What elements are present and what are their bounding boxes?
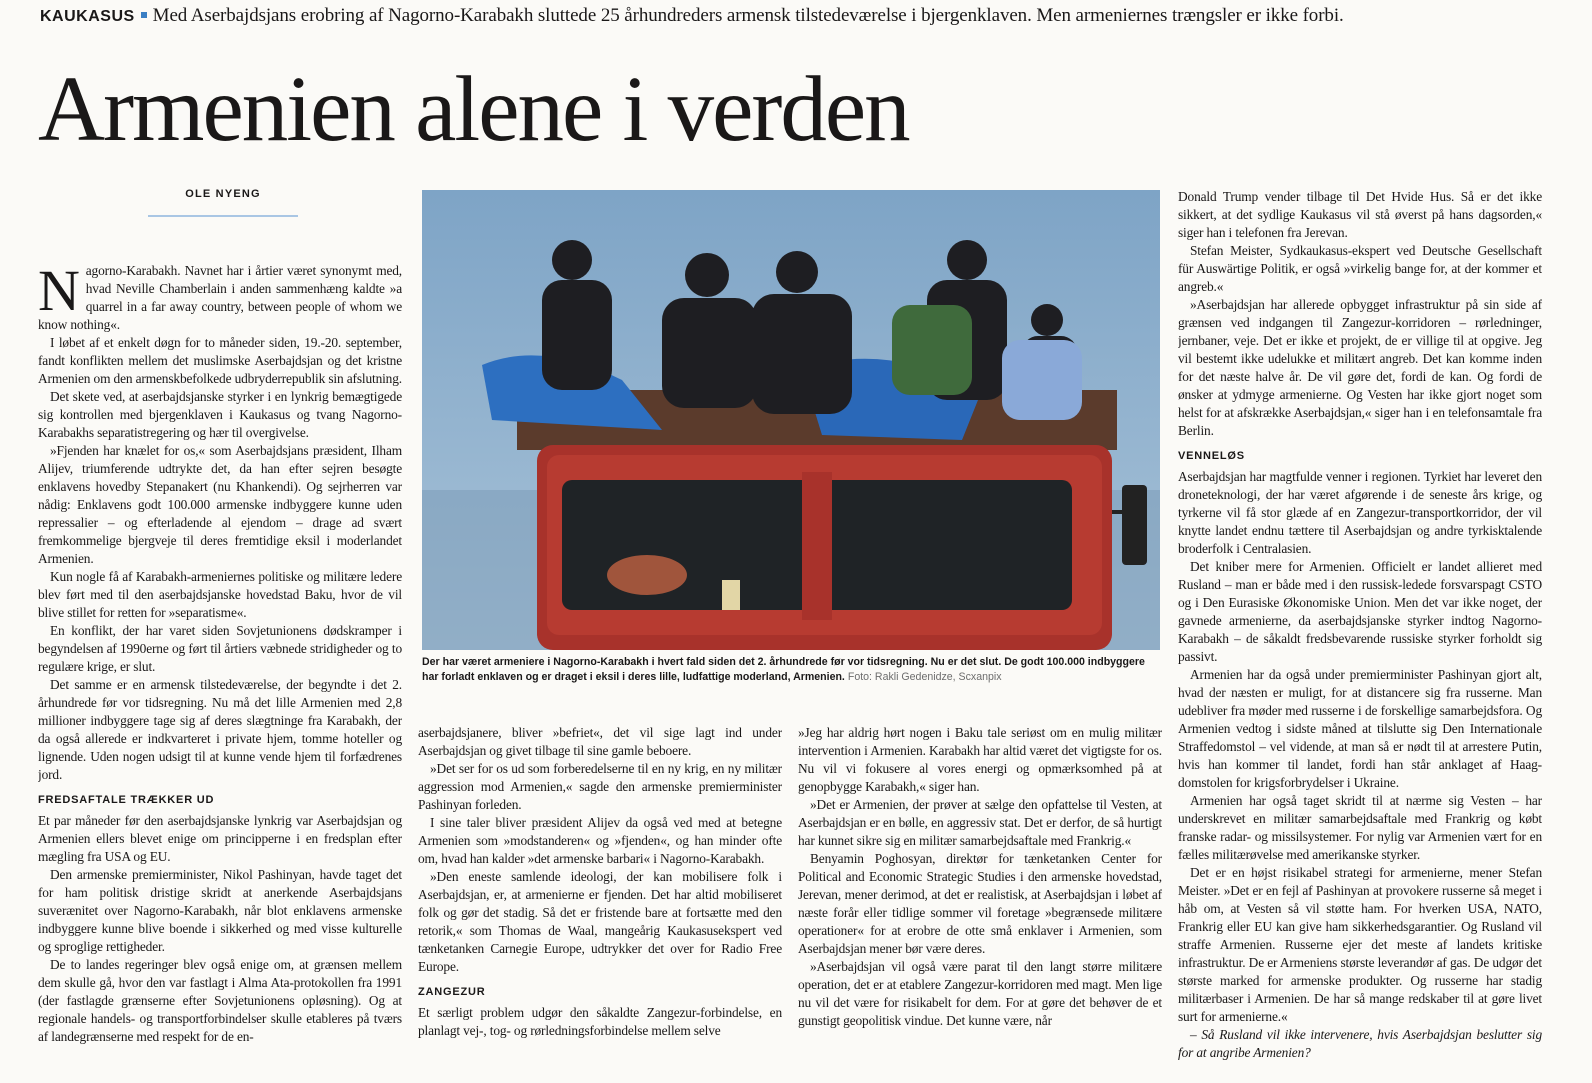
kicker-text: Med Aserbajdsjans erobring af Nagorno-Karabakh sluttede 25 århundreders armensk tilstedeværelse i bjergenklaven. Men armeniernes trængsler er ikke forbi. — [152, 5, 1344, 26]
subheading: VENNELØS — [1178, 450, 1245, 462]
paragraph: Aserbajdsjan har magtfulde venner i regionen. Tyrkiet har leveret den droneteknologi, der har været afgørende i de seneste års krige, og tyrkerne vil få stor glæde af en Zangezur-transportkorridor, der vil knytte landet endnu tættere til Aserbajdsjan og andre tyrkisktalende broderfolk i Centralasien. — [1178, 469, 1542, 556]
kicker — [40, 4, 1570, 29]
article-column-2 — [418, 724, 782, 1083]
article-photo — [422, 190, 1160, 650]
paragraph: Armenien har også taget skridt til at nærme sig Vesten – har underskrevet en militær samarbejdsaftale med Frankrig og købt franske radar- og missilsystemer. For nylig var Armenien vært for en fælles militærøvelse med amerikanske styrker. — [1178, 793, 1542, 862]
paragraph: Stefan Meister, Sydkaukasus-ekspert ved Deutsche Gesellschaft für Auswärtige Politik, er også »virkelig bange for, at der kommer et angreb.« — [1178, 243, 1542, 294]
paragraph: De to landes regeringer blev også enige om, at grænsen mellem dem skulle gå, hvor den var fastlagt i Alma Ata-protokollen fra 1991 (der fastlagde grænserne efter Sovjetunionens opløsning). Og at regionale handels- og transportforbindelser skulle etableres på tværs af landegrænserne med respekt for de en- — [38, 957, 402, 1044]
paragraph: »Fjenden har knælet for os,« som Aserbajdsjans præsident, Ilham Alijev, triumferende udtrykte det, da han efter sejren besøgte enklavens hovedby Stepanakert (nu Khankendi). Og sejrherren var nådig: Enklavens godt 100.000 armenske indbyggere kunne uden repressalier – og efterladende al ejendom – drage ad svært fremkommelige bjergveje til deres fremtidige eksil i moderlandet Armenien. — [38, 443, 402, 566]
paragraph: Donald Trump vender tilbage til Det Hvide Hus. Så er det ikke sikkert, at det sydlige Kaukasus vil stå øverst på hans dagsorden,« siger han i telefonen fra Jerevan. — [1178, 189, 1542, 240]
paragraph: I løbet af et enkelt døgn for to måneder siden, 19.-20. september, fandt konflikten mellem det muslimske Aserbajdsjan og det kristne Armenien om den armenskbefolkede udbryderrepublik sin afslutning. — [38, 335, 402, 386]
photo-caption — [422, 655, 1160, 685]
paragraph: En konflikt, der har varet siden Sovjetunionens dødskramper i begyndelsen af 1990erne og ført til årtiers væbnede stridigheder og to regulære krige, er slut. — [38, 623, 402, 674]
paragraph: »Det ser for os ud som forberedelserne til en ny krig, en ny militær aggression mod Armenien,« sagde den armenske premierminister Pashinyan forleden. — [418, 761, 782, 812]
paragraph: Det kniber mere for Armenien. Officielt er landet allieret med Rusland – man er både med i den russisk-ledede forsvarspagt CSTO og i Den Eurasiske Økonomiske Union. Men det var ikke noget, der gavnede armenierne, da aserbajdsjanske styrker indtog Nagorno-Karabakh – de såkaldt fredsbevarende russiske styrker forholdt sig passivt. — [1178, 559, 1542, 664]
refugee-truck-image — [422, 190, 1160, 650]
article-column-3 — [798, 724, 1162, 1083]
subheading: FREDSAFTALE TRÆKKER UD — [38, 794, 215, 806]
headline: Armenien alene i verden — [38, 58, 909, 161]
paragraph: aserbajdsjanere, bliver »befriet«, det vil sige lagt ind under Aserbajdsjan og givet tilbage til sine gamle beboere. — [418, 725, 782, 758]
article-column-4 — [1178, 188, 1542, 1083]
paragraph: »Jeg har aldrig hørt nogen i Baku tale seriøst om en mulig militær intervention i Armenien. Karabakh har altid været det vigtigste for os. Nu vil vi fokusere al vores energi og opmærksomhed på at genopbygge Karabakh,« siger han. — [798, 725, 1162, 794]
byline-divider — [148, 215, 298, 217]
paragraph: Det er en højst risikabel strategi for armenierne, mener Stefan Meister. »Det er en fejl af Pashinyan at provokere russerne så meget i håb om, at Vesten så vil støtte ham. For hverken USA, NATO, Frankrig eller EU kan give ham sikkerhedsgarantier. Og Rusland vil straffe Armenien. Russerne ejer det meste af landets kritiske infrastruktur. De er Armeniens største leverandør af gas. De udgør det største marked for armenske produkter. Og russerne har stadig militærbaser i Armenien. De har så mange redskaber til at gøre livet surt for armenierne.« — [1178, 865, 1542, 1024]
paragraph: Det skete ved, at aserbajdsjanske styrker i en lynkrig bemægtigede sig kontrollen med bjergenklaven i Kaukasus og tvang Nagorno-Karabakhs separatistregering og hær til overgivelse. — [38, 389, 402, 440]
drop-cap: N — [38, 262, 80, 323]
paragraph: I sine taler bliver præsident Alijev da også ved med at betegne Armenien som »modstanderen« og »fjenden«, og han minder ofte om, hvad han kalder »det armenske barbari« i Nagorno-Karabakh. — [418, 815, 782, 866]
paragraph: Kun nogle få af Karabakh-armeniernes politiske og militære ledere blev ført med til den aserbajdsjanske hovedstad Baku, hvor de vil blive stillet for retten for »separatisme«. — [38, 569, 402, 620]
photo-credit: Foto: Rakli Gedenidze, Scxanpix — [847, 671, 1002, 683]
section-label: KAUKASUS — [40, 8, 135, 25]
paragraph: »Den eneste samlende ideologi, der kan mobilisere folk i Aserbajdsjan, er, at armenierne er fjenden. Det har altid mobiliseret folk og gør det stadig. Så det er fristende bare at fortsætte med den retorik,« som Thomas de Waal, mangeårig Kaukasusekspert ved tænketanken Carnegie Europe, udtrykker det over for Radio Free Europe. — [418, 869, 782, 974]
interview-question: – Så Rusland vil ikke intervenere, hvis Aserbajdsjan beslutter sig for at angribe Armenien? — [1178, 1027, 1542, 1060]
paragraph: Et par måneder før den aserbajdsjanske lynkrig var Aserbajdsjan og Armenien ellers blevet enige om principperne i en fredsplan efter mægling fra USA og EU. — [38, 813, 402, 864]
paragraph: Den armenske premierminister, Nikol Pashinyan, havde taget det for ham politisk dristige skridt at anerkende Aserbajdsjans suverænitet over Nagorno-Karabakh, når blot enklavens armenske indbyggere kunne blive boende i sikkerhed og med visse kulturelle og sproglige rettigheder. — [38, 867, 402, 954]
paragraph: Et særligt problem udgør den såkaldte Zangezur-forbindelse, en planlagt vej-, tog- og rørledningsforbindelse mellem selve — [418, 1005, 782, 1038]
paragraph: Benyamin Poghosyan, direktør for tænketanken Center for Political and Economic Strategic Studies i den armenske hovedstad, Jerevan, mener derimod, at det er realistisk, at Aserbajdsjan i løbet af næste forår eller tidlige sommer vil foretage »begrænsede militære operationer« for at erobre de otte små enklaver i Armenien, som Aserbajdsjan mener bør være deres. — [798, 851, 1162, 956]
lead-paragraph: Nagorno-Karabakh. Navnet har i årtier været synonymt med, hvad Neville Chamberlain i anden sammenhæng kaldte »a quarrel in a far away country, between people of whom we know nothing«. — [38, 262, 402, 332]
paragraph: Armenien har da også under premierminister Pashinyan gjort alt, hvad der næsten er muligt, for at distancere sig fra russerne. Man udebliver fra møder med russerne i de forskellige samarbejdsfora. Og Armenien vedtog i sidste måned at tilslutte sig Den Internationale Straffedomstol – vel vidende, at man så er nødt til at arrestere Putin, hvis han kommer til landet, fordi han står anklaget af Haag-domstolen for krigsforbrydelser i Ukraine. — [1178, 667, 1542, 790]
article-column-1 — [38, 262, 402, 1083]
subheading: ZANGEZUR — [418, 986, 486, 998]
paragraph: »Aserbajdsjan har allerede opbygget infrastruktur på sin side af grænsen ved indgangen til Zangezur-korridoren – rørledninger, jernbaner, veje. Det er ikke et projekt, de er villige til at opgive. Jeg vil bestemt ikke udelukke et militært angreb. Det kan komme inden for det næste halve år. De vil gøre det, fordi de kan. Og fordi de ønsker at ydmyge armenierne. Og Vesten har ikke gjort noget som helst for at afskrække Aserbajdsjan,« siger han i en telefonsamtale fra Berlin. — [1178, 297, 1542, 438]
caption-text: Der har været armeniere i Nagorno-Karabakh i hvert fald siden det 2. århundrede før vor tidsregning. Nu er det slut. De godt 100.000 indbyggere har forladt enklaven og er draget i eksil i deres lille, ludfattige moderland, Armenien. — [422, 656, 1145, 683]
paragraph: »Det er Armenien, der prøver at sælge den opfattelse til Vesten, at Aserbajdsjan er en bølle, en aggressiv stat. Det er derfor, de så hurtigt har kunnet sikre sig en militær samarbejdsaftale med Frankrig.« — [798, 797, 1162, 848]
byline: OLE NYENG — [185, 188, 261, 200]
paragraph: »Aserbajdsjan vil også være parat til den langt større militære operation, det er at etablere Zangezur-korridoren med magt. Men lige nu vil det være for risikabelt for dem. For at gøre det behøver de et gunstigt geopolitisk vindue. Det kunne være, når — [798, 959, 1162, 1028]
paragraph: Det samme er en armensk tilstedeværelse, der begyndte i det 2. århundrede før vor tidsregning. Nu må det lille Armenien med 2,8 millioner indbyggere tage sig af deres slægtninge fra Karabakh, der da også allerede er indkvarteret i private hjem, tomme hoteller og lignende. Uden nogen udsigt til at kunne vende hjem til forfædrenes jord. — [38, 677, 402, 782]
bullet-square-icon — [141, 12, 147, 18]
